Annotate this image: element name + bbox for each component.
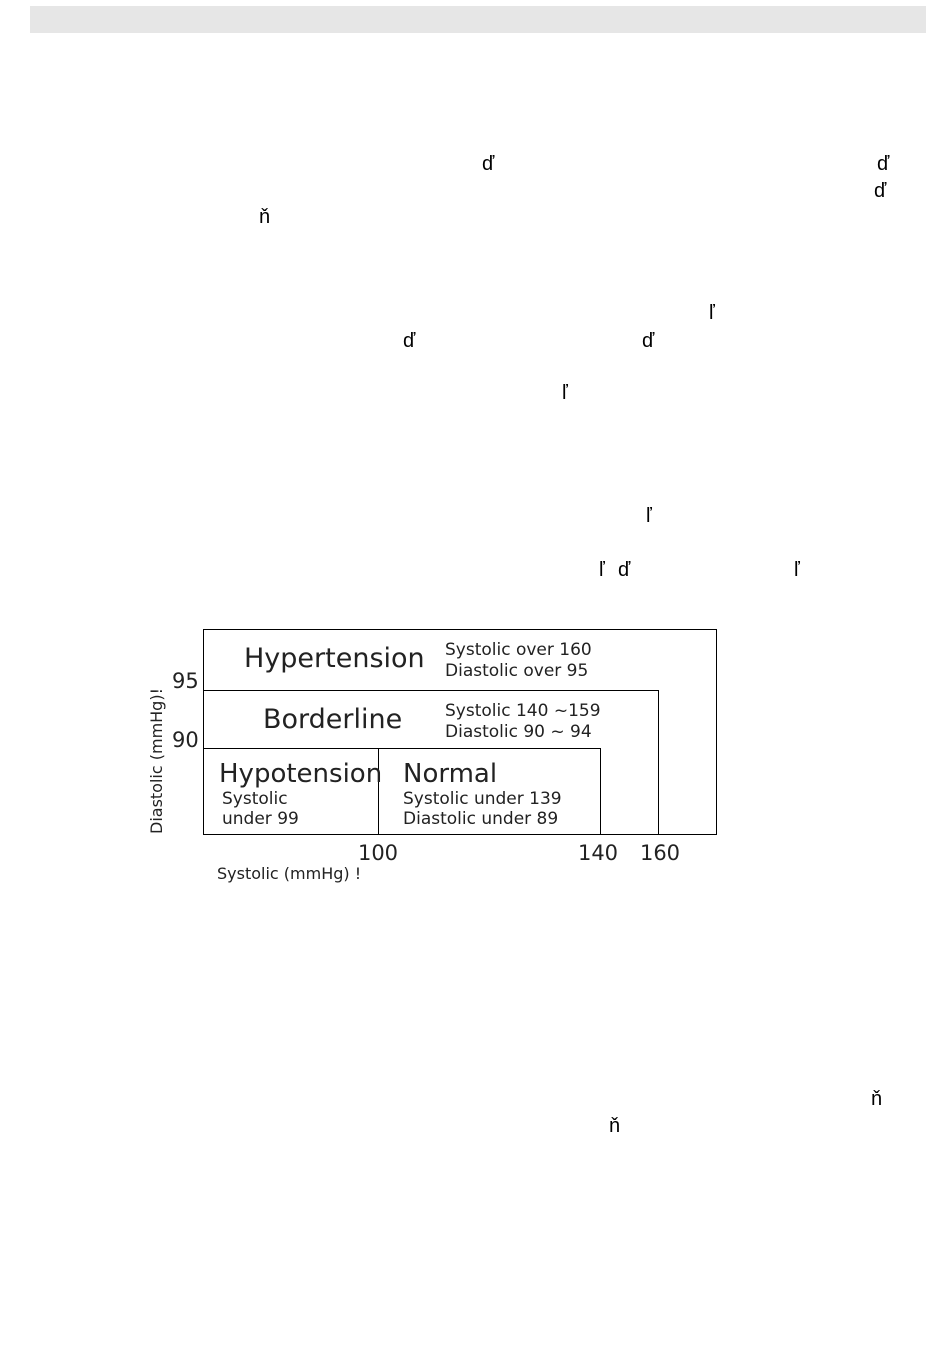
- x-axis-label: Systolic (mmHg) !: [217, 864, 362, 883]
- x-tick-label: 160: [639, 841, 681, 865]
- page-glyph: ň: [259, 206, 271, 228]
- page-glyph: ď: [874, 180, 887, 202]
- category-label: Normal: [403, 759, 498, 789]
- page-glyph: ľ: [794, 559, 800, 581]
- y-axis-label: Diastolic (mmHg)!: [147, 688, 166, 834]
- page-glyph: ľ: [709, 302, 715, 324]
- page-glyph: ď: [482, 153, 495, 175]
- page-glyph: ľ: [562, 382, 568, 404]
- category-detail: Systolic over 160: [445, 640, 592, 660]
- x-tick-label: 100: [357, 841, 399, 865]
- category-label: Hypertension: [244, 643, 425, 674]
- y-tick-label: 90: [172, 728, 199, 752]
- page-glyph: ľ: [646, 505, 652, 527]
- x-tick-label: 140: [577, 841, 619, 865]
- category-detail: Systolic 140 ~159: [445, 701, 601, 721]
- page-glyph: ď: [403, 330, 416, 352]
- page-glyph: ď: [642, 330, 655, 352]
- category-detail: Systolic under 139: [403, 789, 562, 809]
- category-detail: Diastolic 90 ~ 94: [445, 722, 592, 742]
- page-glyph: ď: [877, 153, 890, 175]
- category-label: Borderline: [263, 704, 403, 735]
- category-detail: Diastolic under 89: [403, 809, 559, 829]
- page-glyph: ľ: [599, 559, 605, 581]
- category-detail: Systolic: [222, 789, 288, 809]
- page-glyph: ň: [609, 1115, 621, 1137]
- category-detail: Diastolic over 95: [445, 661, 589, 681]
- category-detail: under 99: [222, 809, 299, 829]
- category-label: Hypotension: [219, 759, 383, 789]
- page-glyph: ď: [618, 559, 631, 581]
- y-tick-label: 95: [172, 669, 199, 693]
- page-glyph: ň: [871, 1088, 883, 1110]
